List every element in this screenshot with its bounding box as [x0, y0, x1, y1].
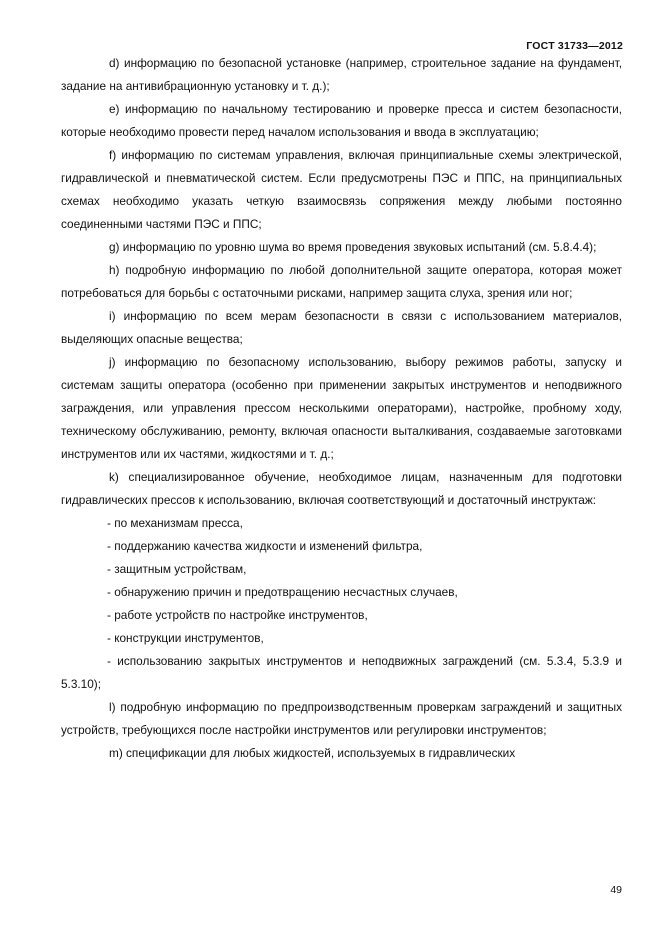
dash-list-item: - защитным устройствам,: [107, 562, 247, 576]
standard-header: ГОСТ 31733—2012: [526, 40, 623, 52]
paragraph-m: m) спецификации для любых жидкостей, используемых в гидравлических: [109, 746, 516, 760]
paragraph-d: d) информацию по безопасной установке (например, строительное задание на фундамент, задание на антивибрационную установку и т. д.);: [61, 56, 622, 93]
paragraph-i: i) информацию по всем мерам безопасности в связи с использованием материалов, выделяющих опасные вещества;: [61, 309, 622, 346]
paragraph-g: g) информацию по уровню шума во время проведения звуковых испытаний (см. 5.8.4.4);: [109, 240, 597, 254]
paragraph-h: h) подробную информацию по любой дополнительной защите оператора, которая может потребоваться для борьбы с остаточными рисками, например защита слуха, зрения или ног;: [61, 263, 622, 300]
dash-list-item: - поддержанию качества жидкости и изменений фильтра,: [107, 539, 423, 553]
dash-list-item: - работе устройств по настройке инструментов,: [107, 608, 368, 622]
document-body: [61, 52, 622, 765]
paragraph-l: l) подробную информацию по предпроизводственным проверкам заграждений и защитных устройств, требующихся после настройки инструментов или регулировки инструментов;: [61, 700, 622, 737]
dash-list-item: - обнаружению причин и предотвращению несчастных случаев,: [107, 585, 458, 599]
page-number: 49: [610, 884, 622, 896]
paragraph-e: e) информацию по начальному тестированию и проверке пресса и систем безопасности, которые необходимо провести перед началом использования и ввода в эксплуатацию;: [61, 102, 622, 139]
dash-list-item: - конструкции инструментов,: [107, 631, 264, 645]
dash-list-item: - использованию закрытых инструментов и неподвижных заграждений (см. 5.3.4, 5.3.9 и 5.3.10);: [61, 654, 622, 691]
paragraph-k: k) специализированное обучение, необходимое лицам, назначенным для подготовки гидравлических прессов к использованию, включая соответствующий и достаточный инструктаж:: [61, 470, 622, 507]
dash-list-item: - по механизмам пресса,: [107, 516, 243, 530]
paragraph-j: j) информацию по безопасному использованию, выбору режимов работы, запуску и системам защиты оператора (особенно при применении закрытых инструментов и неподвижного заграждения, или управления прессом несколькими операторами), настройке, пробному ходу, техническому обслуживанию, ремонту, включая опасности выталкивания, создаваемые заготовками инструментов или их частями, жидкостями и т. д.;: [61, 355, 622, 461]
paragraph-f: f) информацию по системам управления, включая принципиальные схемы электрической, гидравлической и пневматической систем. Если предусмотрены ПЭС и ППС, на принципиальных схемах необходимо указать четкую взаимосвязь сопряжения между любыми постоянно соединенными частями ПЭС и ППС;: [61, 148, 622, 231]
